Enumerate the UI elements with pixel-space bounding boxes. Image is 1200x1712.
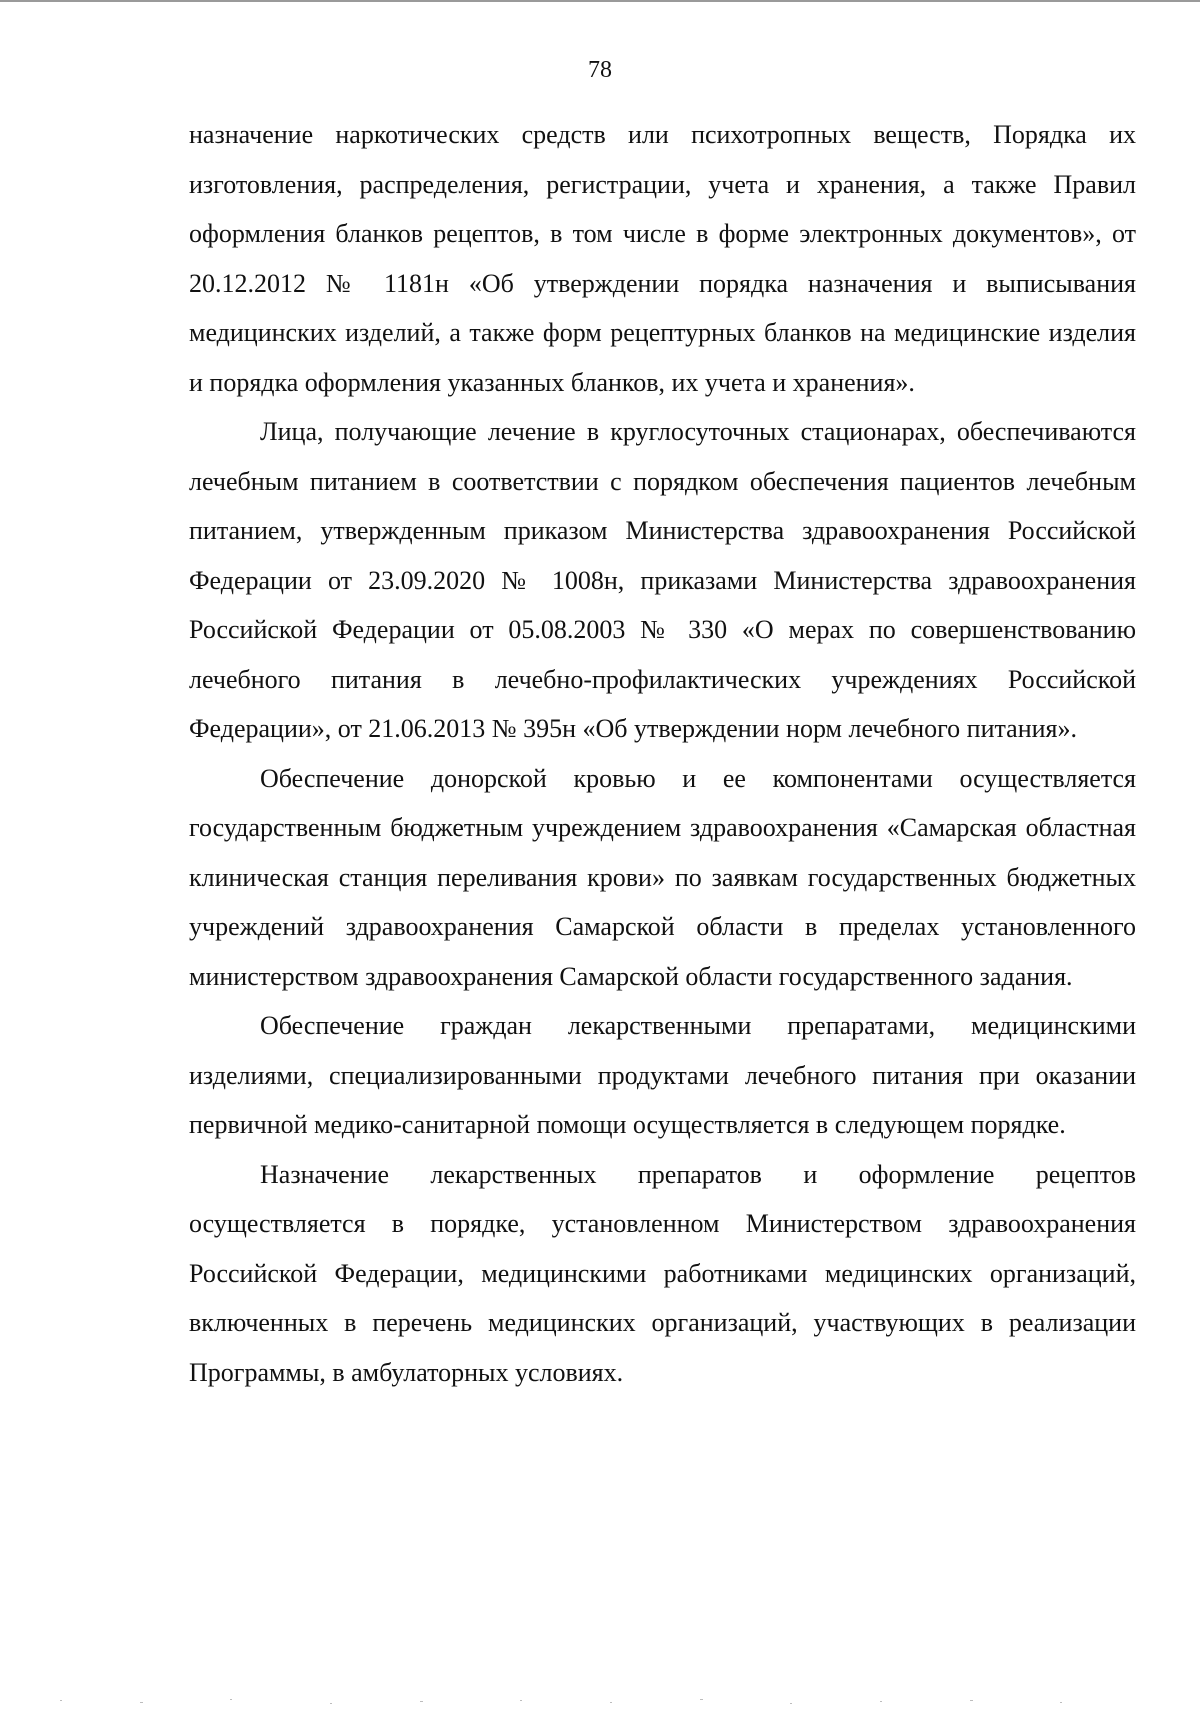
- page-number: 78: [588, 57, 612, 83]
- scan-top-edge: [0, 0, 1200, 2]
- paragraph-donor-blood: Обеспечение донорской кровью и ее компонентами осуществляется государственным бюджетным учреждением здравоохранения «Самарская областная клиническая станция переливания крови» по заявкам государственных бюджетных учреждений здравоохранения Самарской области в пределах установленного министерством здравоохранения Самарской области государственного задания.: [189, 763, 1136, 991]
- document-body: [189, 110, 1136, 1397]
- paragraph-therapeutic-nutrition: Лица, получающие лечение в круглосуточных стационарах, обеспечиваются лечебным питанием в соответствии с порядком обеспечения пациентов лечебным питанием, утвержденным приказом Министерства здравоохранения Российской Федерации от 23.09.2020 № 1008н, приказами Министерства здравоохранения Российской Федерации от 05.08.2003 № 330 «О мерах по совершенствованию лечебного питания в лечебно-профилактических учреждениях Российской Федерации», от 21.06.2013 № 395н «Об утверждении норм лечебного питания».: [189, 417, 1136, 743]
- scan-noise: [0, 1688, 1200, 1712]
- paragraph-continuation: назначение наркотических средств или психотропных веществ, Порядка их изготовления, распределения, регистрации, учета и хранения, а также Правил оформления бланков рецептов, в том числе в форме электронных документов», от 20.12.2012 № 1181н «Об утверждении порядка назначения и выписывания медицинских изделий, а также форм рецептурных бланков на медицинские изделия и порядка оформления указанных бланков, их учета и хранения».: [189, 120, 1136, 397]
- paragraph-prescriptions: Назначение лекарственных препаратов и оформление рецептов осуществляется в порядке, установленном Министерством здравоохранения Российской Федерации, медицинскими работниками медицинских организаций, включенных в перечень медицинских организаций, участвующих в реализации Программы, в амбулаторных условиях.: [189, 1159, 1136, 1387]
- paragraph-medicines-provision: Обеспечение граждан лекарственными препаратами, медицинскими изделиями, специализированными продуктами лечебного питания при оказании первичной медико-санитарной помощи осуществляется в следующем порядке.: [189, 1011, 1136, 1139]
